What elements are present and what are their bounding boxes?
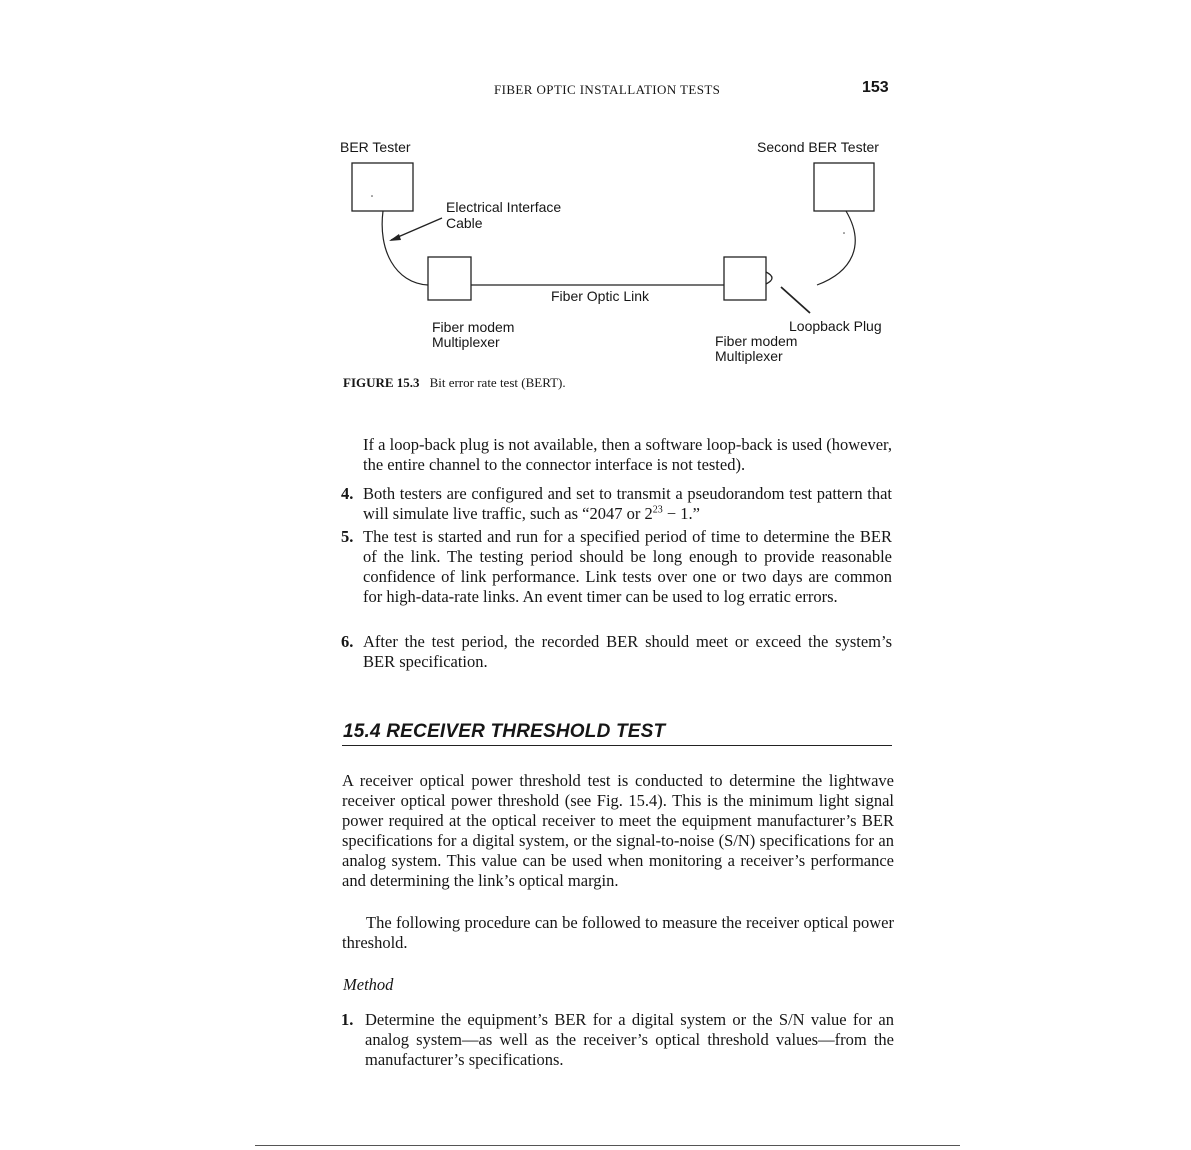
label-right-fiber-modem: Fiber modem [715, 333, 798, 349]
loopback-pointer-line [781, 287, 810, 313]
figure-caption-text: Bit error rate test (BERT). [429, 375, 566, 390]
receiver-threshold-paragraph: A receiver optical power threshold test is conducted to determine the lightwave receiver optical power threshold (see Fig. 15.4). This is the minimum light signal power required at the optical receiver to meet the equipment manufacturer’s BER specifications for a digital system, or the signal-to-noise (S/N) specifications for an analog system. This value can be used when monitoring a receiver’s performance and determining the link’s optical margin. [342, 771, 894, 890]
superscript-23: 23 [652, 504, 663, 516]
label-second-ber-tester: Second BER Tester [757, 139, 879, 155]
right-fiber-modem-box [724, 257, 766, 300]
left-fiber-modem-box [428, 257, 471, 300]
list-item-text: After the test period, the recorded BER should meet or exceed the system’s BER specification. [363, 632, 892, 671]
figure-15-3 [0, 0, 1191, 400]
list-item-number: 5. [341, 527, 354, 546]
list-item-text: Determine the equipment’s BER for a digital system or the S/N value for an analog system—as well as the receiver’s optical threshold values—from the manufacturer’s specifications. [365, 1010, 894, 1069]
label-ber-tester: BER Tester [340, 139, 411, 155]
second-ber-tester-box [814, 163, 874, 211]
procedure-paragraph: The following procedure can be followed to measure the receiver optical power threshold. [342, 913, 894, 952]
label-cable: Cable [446, 215, 483, 231]
label-electrical-interface: Electrical Interface [446, 199, 562, 215]
bottom-scan-rule [255, 1145, 960, 1146]
electrical-cable-left [382, 211, 428, 285]
ber-tester-box [352, 163, 413, 211]
loopback-paragraph: If a loop-back plug is not available, then a software loop-back is used (however, the entire channel to the connector interface is not tested). [363, 435, 892, 474]
label-fiber-optic-link: Fiber Optic Link [551, 288, 650, 304]
list-item-text [341, 484, 892, 524]
cable-pointer-arrowhead [389, 234, 401, 241]
list-item-6 [341, 632, 892, 672]
running-header-title: FIBER OPTIC INSTALLATION TESTS [494, 82, 721, 97]
bert-diagram [0, 0, 1191, 400]
method-list-item-1 [341, 1010, 894, 1070]
list-item-number: 1. [341, 1010, 354, 1029]
method-heading: Method [343, 975, 394, 994]
label-right-multiplexer: Multiplexer [715, 348, 783, 364]
page-number: 153 [862, 79, 889, 96]
label-left-fiber-modem: Fiber modem [432, 319, 515, 335]
list-item-5 [341, 527, 892, 607]
loopback-plug-shape [766, 272, 772, 284]
figure-caption-number: FIGURE 15.3 [343, 375, 420, 390]
list-item-text-part: − 1.” [662, 504, 701, 523]
section-heading-rule [342, 745, 892, 746]
figure-caption [343, 375, 566, 391]
list-item-text-part: Both testers are configured and set to transmit a pseudorandom test pattern that will simulate live traffic, such as “2047 or 2 [363, 484, 892, 523]
list-item-number: 4. [341, 484, 354, 503]
label-loopback-plug: Loopback Plug [789, 318, 882, 334]
list-item-text: The test is started and run for a specified period of time to determine the BER of the link. The testing period should be long enough to provide reasonable confidence of link performance. Link tests over one or two days are common for high-data-rate links. An event timer can be used to log erratic errors. [363, 527, 892, 606]
list-item-number: 6. [341, 632, 354, 651]
list-item-4 [341, 484, 892, 524]
electrical-cable-right [817, 211, 855, 285]
label-left-multiplexer: Multiplexer [432, 334, 500, 350]
section-heading: 15.4 RECEIVER THRESHOLD TEST [343, 721, 666, 742]
